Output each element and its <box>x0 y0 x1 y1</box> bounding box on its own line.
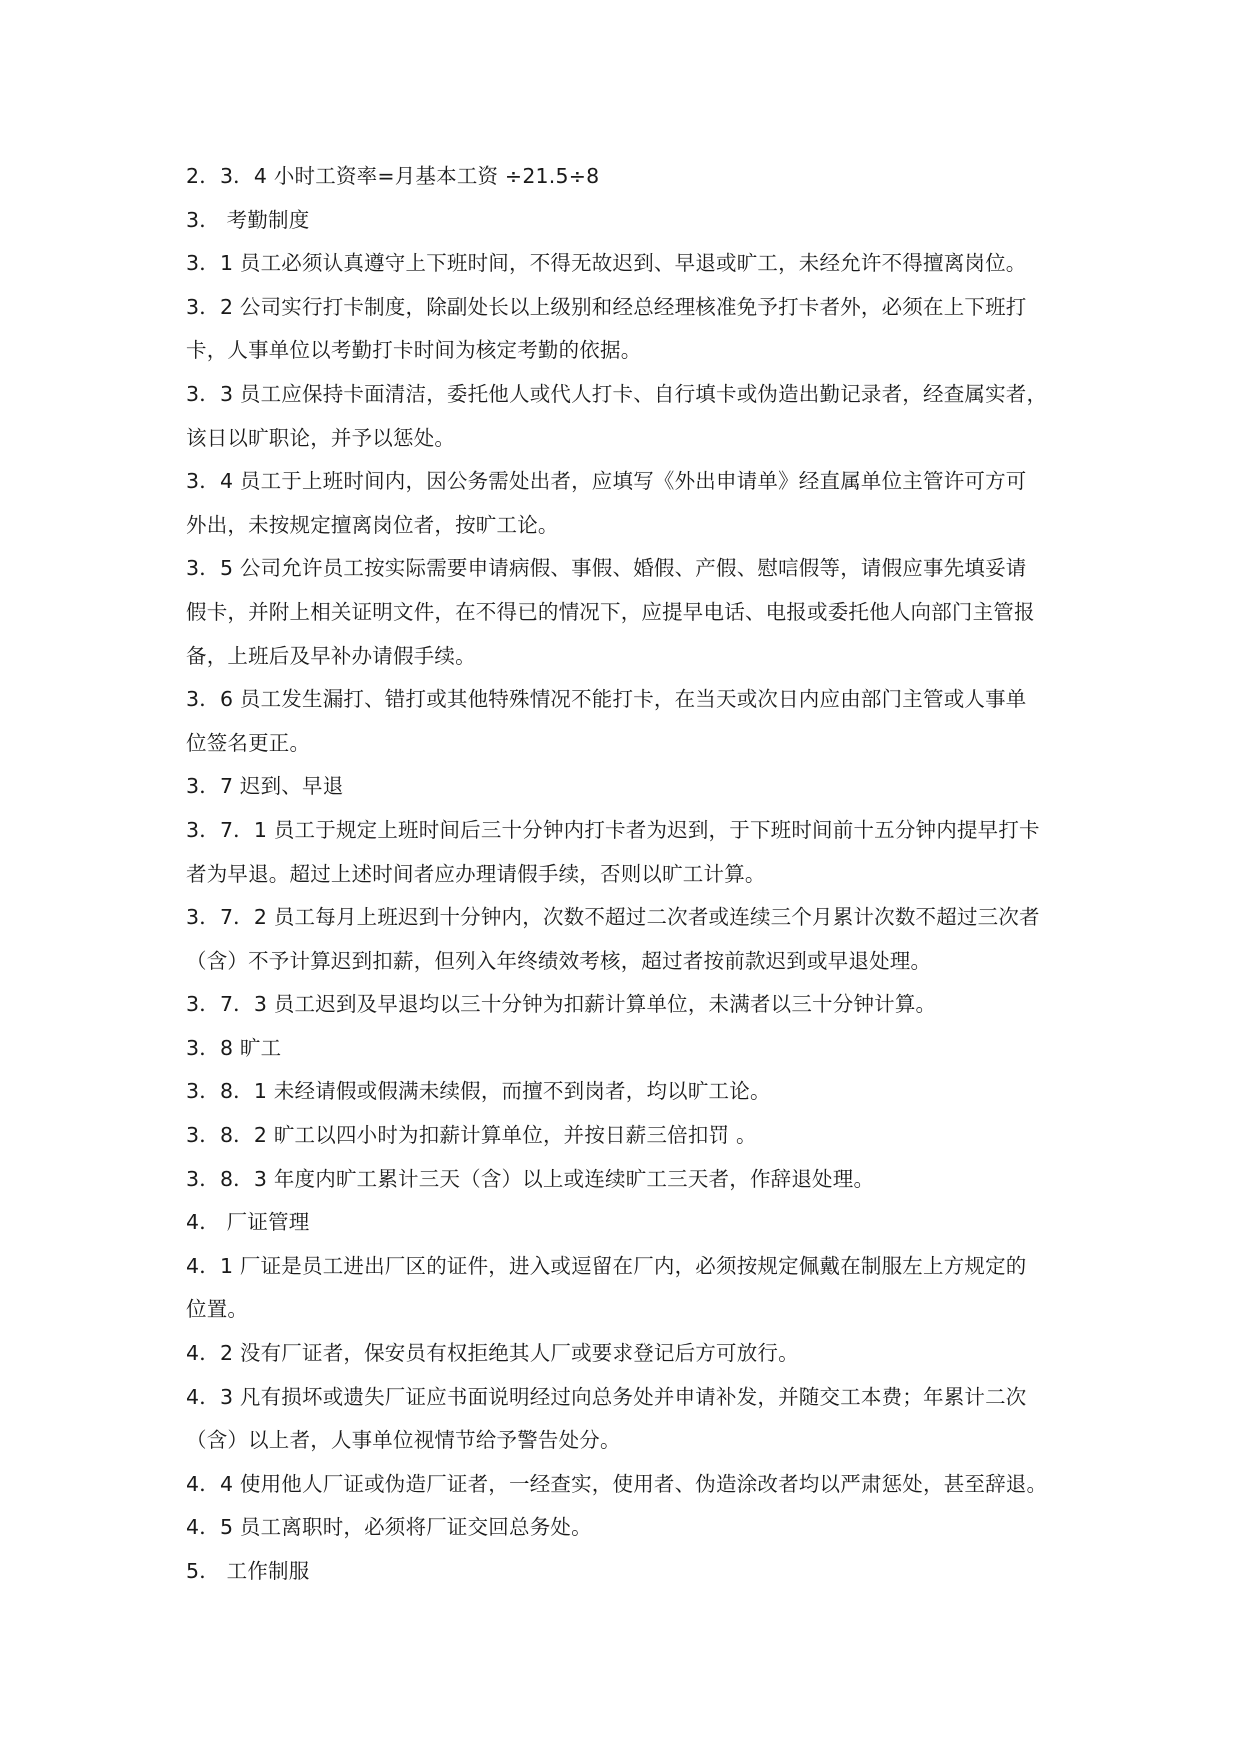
text-line: 3．6 员工发生漏打、错打或其他特殊情况不能打卡，在当天或次日内应由部门主管或人事单 <box>186 687 1027 712</box>
text-line: 3．5 公司允许员工按实际需要申请病假、事假、婚假、产假、慰唁假等，请假应事先填妥请 <box>186 556 1027 581</box>
section-heading: 4． 厂证管理 <box>186 1210 310 1235</box>
text-line: 3．2 公司实行打卡制度，除副处长以上级别和经总经理核准免予打卡者外，必须在上下班打 <box>186 294 1027 319</box>
text-line: （含）以上者，人事单位视情节给予警告处分。 <box>186 1428 621 1453</box>
text-line: 假卡，并附上相关证明文件，在不得已的情况下，应提早电话、电报或委托他人向部门主管报 <box>186 599 1035 624</box>
text-line: 该日以旷职论，并予以惩处。 <box>186 425 456 450</box>
text-line: 3．7．2 员工每月上班迟到十分钟内，次数不超过二次者或连续三个月累计次数不超过三次者 <box>186 905 1040 930</box>
text-line: 3．7．1 员工于规定上班时间后三十分钟内打卡者为迟到，于下班时间前十五分钟内提早打卡 <box>186 817 1040 842</box>
text-line: 4．4 使用他人厂证或伪造厂证者，一经查实，使用者、伪造涂改者均以严肃惩处，甚至辞退。 <box>186 1471 1048 1496</box>
text-line: 外出，未按规定擅离岗位者，按旷工论。 <box>186 512 559 537</box>
text-line: 位置。 <box>186 1297 249 1322</box>
text-line: 4．1 厂证是员工进出厂区的证件，进入或逗留在厂内，必须按规定佩戴在制服左上方规定的 <box>186 1253 1027 1278</box>
text-line: 3．3 员工应保持卡面清洁，委托他人或代人打卡、自行填卡或伪造出勤记录者，经查属实者， <box>186 381 1048 406</box>
text-line: 3．7．3 员工迟到及早退均以三十分钟为扣薪计算单位，未满者以三十分钟计算。 <box>186 992 937 1017</box>
document-body <box>186 155 1081 1594</box>
text-line: 4．2 没有厂证者，保安员有权拒绝其人厂或要求登记后方可放行。 <box>186 1341 799 1366</box>
text-line: 3．8．3 年度内旷工累计三天（含）以上或连续旷工三天者，作辞退处理。 <box>186 1166 875 1191</box>
text-line: 3．8．1 未经请假或假满未续假，而擅不到岗者，均以旷工论。 <box>186 1079 771 1104</box>
subsection-heading: 3．7 迟到、早退 <box>186 774 344 799</box>
text-line: 4．5 员工离职时，必须将厂证交回总务处。 <box>186 1515 592 1540</box>
text-line: 4．3 凡有损坏或遗失厂证应书面说明经过向总务处并申请补发，并随交工本费；年累计二次 <box>186 1384 1027 1409</box>
text-line: 3．1 员工必须认真遵守上下班时间，不得无故迟到、早退或旷工，未经允许不得擅离岗位。 <box>186 251 1027 276</box>
text-line: 备，上班后及早补办请假手续。 <box>186 643 476 668</box>
text-line: 卡，人事单位以考勤打卡时间为核定考勤的依据。 <box>186 338 642 363</box>
text-line: 3．4 员工于上班时间内，因公务需处出者，应填写《外出申请单》经直属单位主管许可方可 <box>186 469 1027 494</box>
text-line: 者为早退。超过上述时间者应办理请假手续，否则以旷工计算。 <box>186 861 766 886</box>
text-line: （含）不予计算迟到扣薪，但列入年终绩效考核，超过者按前款迟到或早退处理。 <box>186 948 932 973</box>
subsection-heading: 3．8 旷工 <box>186 1035 282 1060</box>
text-line: 3．8．2 旷工以四小时为扣薪计算单位，并按日薪三倍扣罚 。 <box>186 1123 757 1148</box>
section-heading: 3． 考勤制度 <box>186 207 310 232</box>
text-line: 位签名更正。 <box>186 730 311 755</box>
text-line: 2．3．4 小时工资率=月基本工资 ÷21.5÷8 <box>186 164 600 188</box>
section-heading: 5． 工作制服 <box>186 1559 310 1583</box>
